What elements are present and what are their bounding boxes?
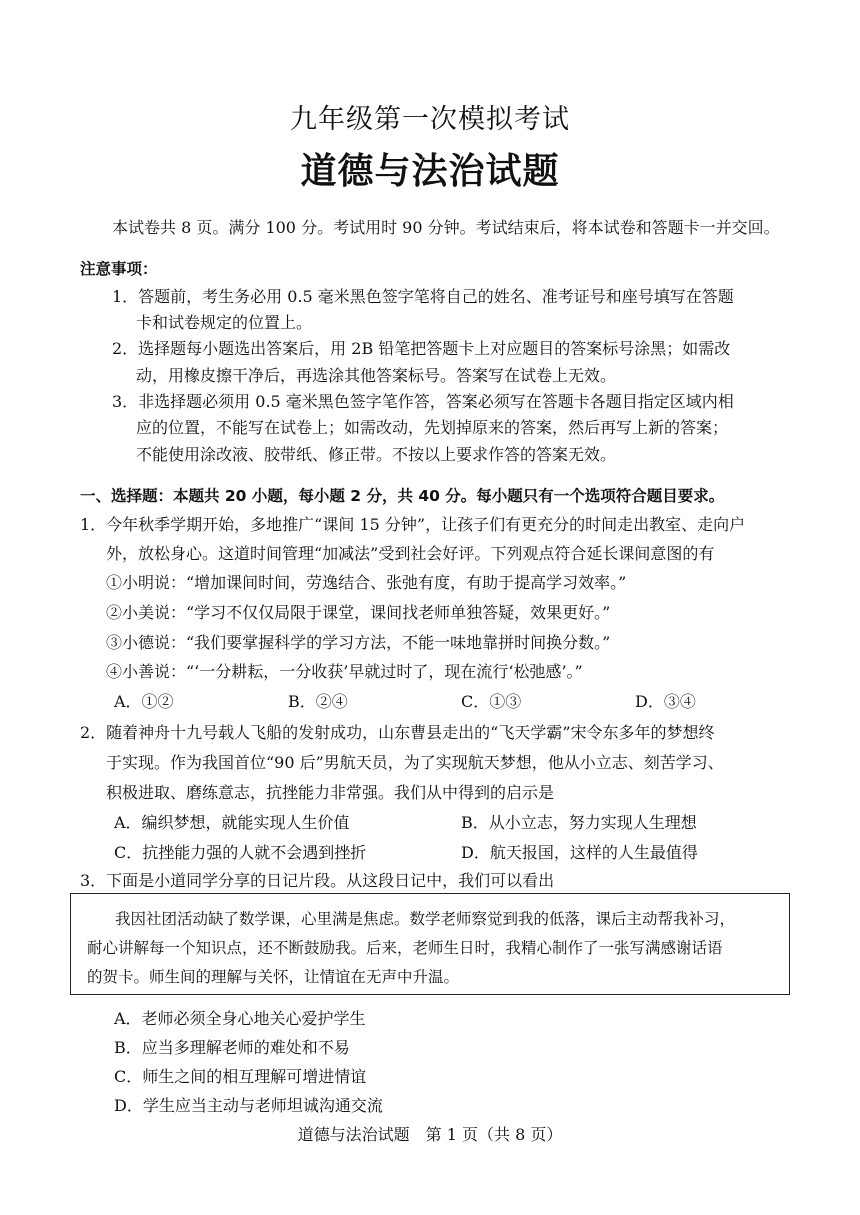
q1-option-d[interactable]: D．③④	[635, 692, 696, 711]
q2-option-d[interactable]: D．航天报国，这样的人生最值得	[461, 843, 698, 862]
exam-title: 九年级第一次模拟考试	[290, 104, 570, 135]
q2-option-c[interactable]: C．抗挫能力强的人就不会遇到挫折	[114, 843, 367, 862]
note-line: 不能使用涂改液、胶带纸、修正带。不按以上要求作答的答案无效。	[136, 445, 617, 464]
q2-option-a[interactable]: A．编织梦想，就能实现人生价值	[114, 813, 350, 832]
q3-stem: 3．下面是小道同学分享的日记片段。从这段日记中，我们可以看出	[80, 871, 555, 890]
q3-option-c[interactable]: C．师生之间的相互理解可增进情谊	[114, 1067, 367, 1086]
note-line: 3．非选择题必须用 0.5 毫米黑色签字笔作答，答案必须写在答题卡各题目指定区域内相	[112, 392, 734, 411]
diary-line: 耐心讲解每一个知识点，还不断鼓励我。后来，老师生日时，我精心制作了一张写满感谢话语	[87, 939, 723, 957]
exam-intro: 本试卷共 8 页。满分 100 分。考试用时 90 分钟。考试结束后，将本试卷和答题卡一并交回。	[112, 218, 780, 237]
q1-statement: ②小美说：“学习不仅仅局限于课堂，课间找老师单独答疑，效果更好。”	[106, 603, 611, 622]
q1-statement: ③小德说：“我们要掌握科学的学习方法，不能一味地靠拼时间换分数。”	[106, 633, 611, 652]
section-heading: 一、选择题：本题共 20 小题，每小题 2 分，共 40 分。每小题只有一个选项符合题目要求。	[80, 487, 725, 505]
q1-statement: ④小善说：“‘一分耕耘，一分收获’早就过时了，现在流行‘松弛感’。”	[106, 662, 583, 681]
q2-stem: 于实现。作为我国首位“90 后”男航天员，为了实现航天梦想，他从小立志、刻苦学习、	[106, 753, 724, 772]
q1-stem: 外，放松身心。这道时间管理“加减法”受到社会好评。下列观点符合延长课间意图的有	[106, 544, 715, 563]
page-footer: 道德与法治试题 第 1 页（共 8 页）	[297, 1125, 563, 1144]
notes-heading: 注意事项：	[80, 260, 158, 278]
q1-option-b[interactable]: B．②④	[288, 692, 348, 711]
q3-option-b[interactable]: B．应当多理解老师的难处和不易	[114, 1038, 350, 1057]
note-line: 应的位置，不能写在试卷上；如需改动，先划掉原来的答案，然后再写上新的答案；	[136, 418, 729, 437]
q1-option-c[interactable]: C．①③	[461, 692, 522, 711]
note-line: 动，用橡皮擦干净后，再选涂其他答案标号。答案写在试卷上无效。	[136, 366, 617, 385]
q1-statement: ①小明说：“增加课间时间，劳逸结合、张弛有度，有助于提高学习效率。”	[106, 573, 627, 592]
q2-option-b[interactable]: B．从小立志，努力实现人生理想	[461, 813, 697, 832]
q1-option-a[interactable]: A．①②	[114, 692, 174, 711]
note-line: 1．答题前，考生务必用 0.5 毫米黑色签字笔将自己的姓名、准考证号和座号填写在答题	[112, 287, 734, 306]
q2-stem: 积极进取、磨练意志，抗挫能力非常强。我们从中得到的启示是	[106, 783, 555, 802]
subject-title: 道德与法治试题	[300, 151, 560, 192]
q1-stem: 1．今年秋季学期开始，多地推广“课间 15 分钟”，让孩子们有更充分的时间走出教室、走向户	[80, 515, 746, 534]
diary-line: 的贺卡。师生间的理解与关怀，让情谊在无声中升温。	[87, 968, 460, 986]
note-line: 2．选择题每小题选出答案后，用 2B 铅笔把答题卡上对应题目的答案标号涂黑；如需改	[112, 339, 731, 358]
note-line: 卡和试卷规定的位置上。	[136, 313, 313, 332]
diary-line: 我因社团活动缺了数学课，心里满是焦虑。数学老师察觉到我的低落，课后主动帮我补习，	[115, 910, 736, 928]
diary-box	[70, 893, 790, 995]
q3-option-d[interactable]: D．学生应当主动与老师坦诚沟通交流	[114, 1096, 383, 1115]
q2-stem: 2．随着神舟十九号载人飞船的发射成功，山东曹县走出的“飞天学霸”宋令东多年的梦想终	[80, 723, 715, 742]
q3-option-a[interactable]: A．老师必须全身心地关心爱护学生	[114, 1009, 366, 1028]
